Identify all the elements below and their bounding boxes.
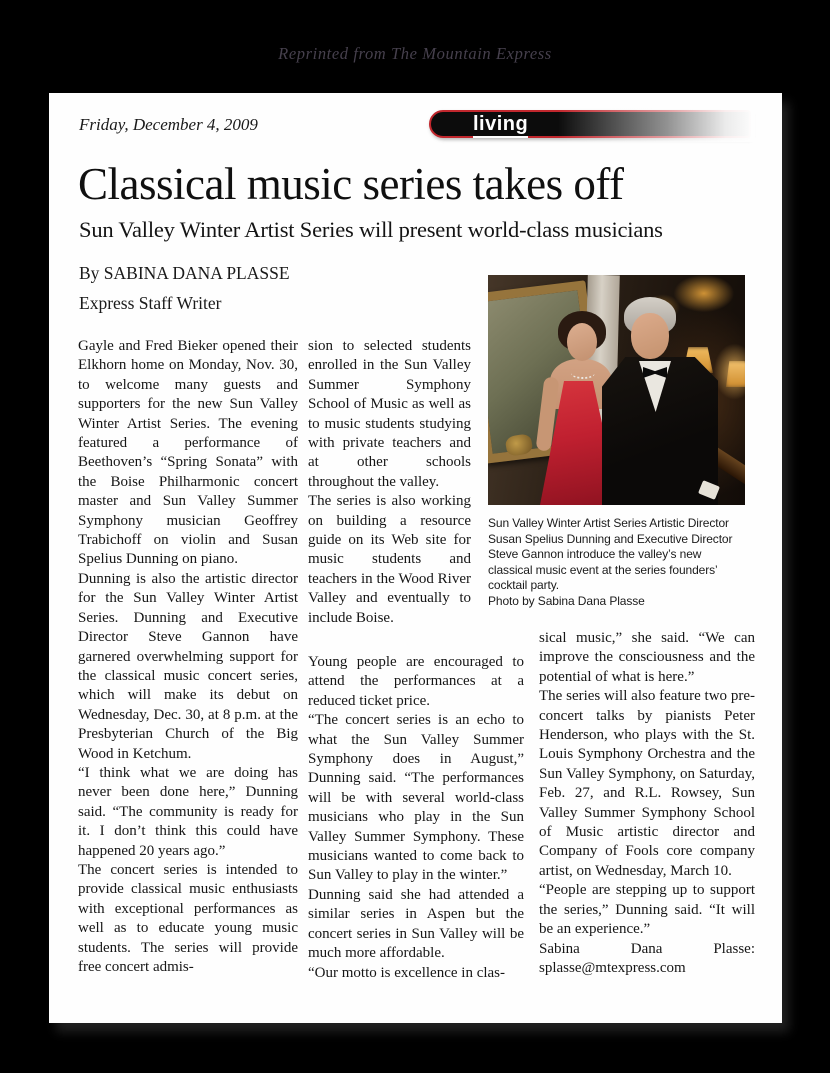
article-column-2-upper	[308, 337, 471, 628]
article-paragraph: sion to selected students enrolled in the Sun Valley Summer Symphony School of Music as well as to music students studying with private teachers and at other schools throughout the valley.	[308, 338, 471, 490]
article-paragraph: Sabina Dana Plasse: splasse@mtexpress.com	[539, 940, 755, 976]
article-paragraph: “I think what we are doing has never been done here,” Dunning said. “The community is ready for it. I don’t think this could have happened 20 years ago.”	[78, 764, 298, 859]
subheadline: Sun Valley Winter Artist Series will present world-class musicians	[79, 217, 663, 242]
reprint-notice: Reprinted from The Mountain Express	[278, 44, 552, 63]
photo-lamp-glow-2	[726, 361, 745, 387]
photo-caption	[488, 516, 748, 610]
photo-caption-text: Sun Valley Winter Artist Series Artistic Director Susan Spelius Dunning and Executive Director Steve Gannon introduce the valley’s new classical music event at the series founders’ cocktail party.	[488, 516, 733, 593]
article-paragraph: The series is also working on building a resource guide on its Web site for music students and teachers in the Wood River Valley and eventually to include Boise.	[308, 493, 471, 626]
photo-woman-face	[567, 323, 597, 361]
date-line: Friday, December 4, 2009	[79, 115, 258, 134]
byline: By SABINA DANA PLASSE	[79, 263, 290, 283]
photo-woman-necklace	[571, 367, 595, 379]
article-paragraph: “Our motto is excellence in clas-	[308, 964, 506, 981]
headline: Classical music series takes off	[78, 159, 624, 209]
article-column-3	[539, 629, 755, 978]
article-photo	[488, 275, 745, 505]
byline-title: Express Staff Writer	[79, 293, 222, 313]
section-banner	[429, 110, 751, 138]
article-paragraph: “The concert series is an echo to what the Sun Valley Summer Symphony does in August,” Dunning said. “The performances will be with several world-class musicians who play in the Sun Valley Summer Symphony. These musicians wanted to come back to Sun Valley to play in the winter.”	[308, 712, 524, 884]
article-paragraph: Gayle and Fred Bieker opened their Elkhorn home on Monday, Nov. 30, to welcome many guests and supporters for the new Sun Valley Winter Artist Series. The evening featured a performance of Beethoven’s “Spring Sonata” with the Boise Philharmonic concert master and Sun Valley Summer Symphony musician Geoffrey Trabichoff on violin and Susan Spelius Dunning on piano.	[78, 338, 298, 568]
article-column-1	[78, 337, 298, 977]
article-paragraph: sical music,” she said. “We can improve the consciousness and the potential of what is here.”	[539, 630, 755, 685]
article-paragraph: The concert series is intended to provide classical music enthusiasts with exceptional performances as well as to educate young music students. The series will provide free concert admis-	[78, 861, 298, 975]
photo-credit: Photo by Sabina Dana Plasse	[488, 593, 645, 608]
newspaper-page	[49, 93, 782, 1023]
article-paragraph: Dunning is also the artistic director for the Sun Valley Winter Artist Series. Dunning and Executive Director Steve Gannon have garnered overwhelming support for the classical music concert series, which will make its debut on Wednesday, Dec. 30, at 8 p.m. at the Presbyterian Church of the Big Wood in Ketchum.	[78, 570, 298, 762]
section-banner-label: living	[473, 112, 528, 138]
article-column-2-lower	[308, 653, 524, 983]
section-banner-fade	[558, 107, 755, 142]
photo-man-face	[631, 313, 669, 359]
article-paragraph: “People are stepping up to support the series,” Dunning said. “It will be an experience.”	[539, 882, 755, 938]
article-paragraph: The series will also feature two pre-concert talks by pianists Peter Henderson, who plays with the St. Louis Symphony Orchestra and the Sun Valley Symphony, on Saturday, Feb. 27, and R.L. Rowsey, Sun Valley Summer Symphony School of Music artistic director and Company of Fools core company artist, on Wednesday, March 10.	[539, 688, 755, 879]
article-paragraph: Dunning said she had attended a similar series in Aspen but the concert series in Sun Valley will be much more affordable.	[308, 886, 524, 962]
article-paragraph: Young people are encouraged to attend the performances at a reduced ticket price.	[308, 654, 524, 709]
